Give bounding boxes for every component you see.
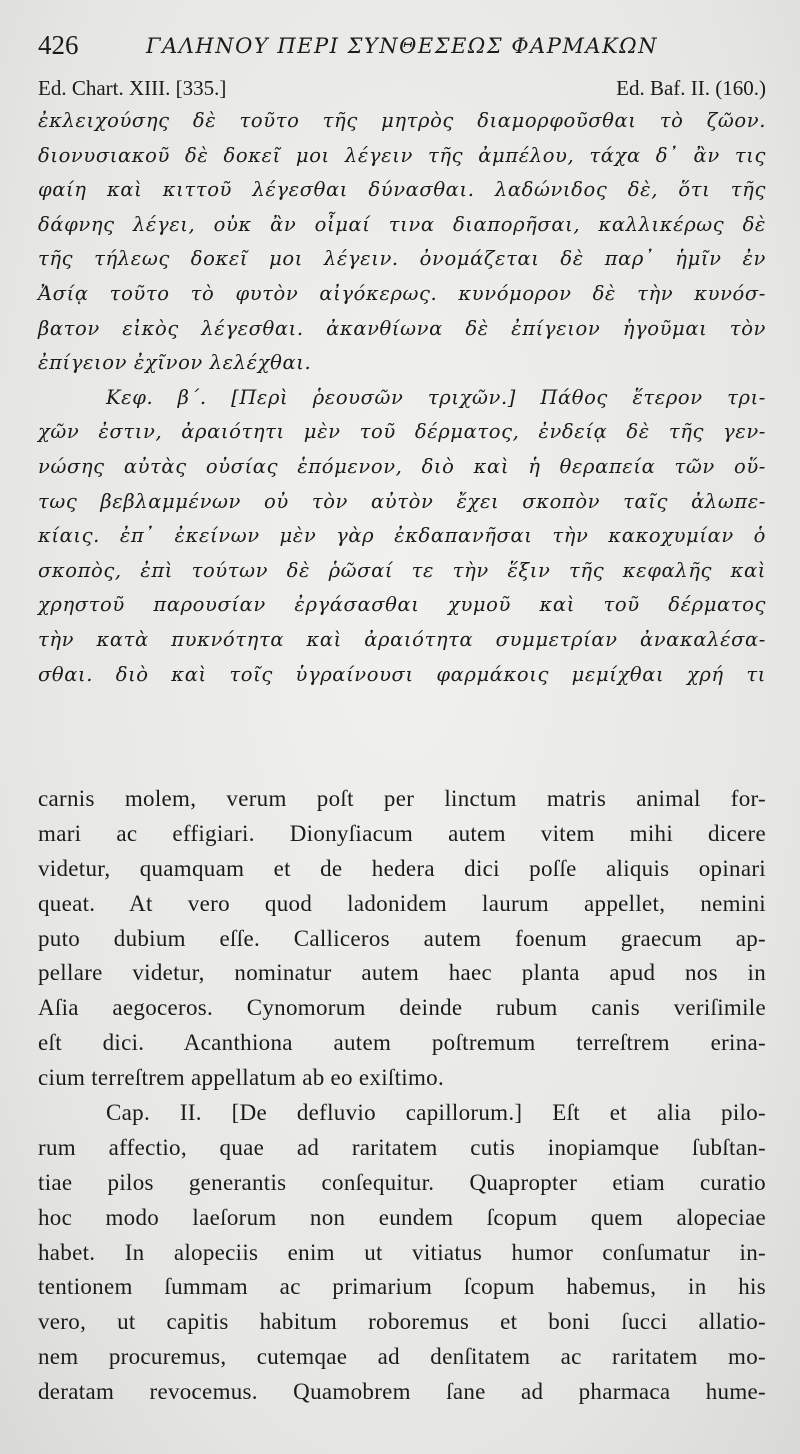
latin-line: pellare videtur, nominatur autem haec planta apud nos in	[38, 960, 766, 986]
page-header	[38, 30, 766, 66]
latin-text-block	[38, 782, 766, 1410]
latin-line: vero, ut capitis habitum roboremus et boni ſucci allatio-	[38, 1309, 766, 1335]
latin-line: tiae pilos generantis conſequitur. Quapropter etiam curatio	[38, 1169, 766, 1195]
greek-line: χῶν ἐστιν, ἀραιότητι μὲν τοῦ δέρματος, ἐνδείᾳ δὲ τῆς γεν-	[38, 420, 766, 444]
latin-line: rum affectio, quae ad raritatem cutis inopiamque ſubſtan-	[38, 1134, 766, 1160]
greek-line: φαίη καὶ κιττοῦ λέγεσθαι δύνασθαι. λαδώνιδος δὲ, ὅτι τῆς	[38, 178, 766, 202]
greek-line: ἐπίγειον ἐχῖνον λελέχθαι.	[38, 351, 312, 375]
greek-line: διονυσιακοῦ δὲ δοκεῖ μοι λέγειν τῆς ἀμπέλου, τάχα δ᾽ ἂν τις	[38, 143, 766, 167]
greek-chapter-heading-line: Κεφ. β΄. [Περὶ ῥεουσῶν τριχῶν.] Πάθος ἕτερον τρι-	[106, 385, 766, 409]
greek-line: νώσης αὐτὰς οὐσίας ἑπόμενον, διὸ καὶ ἡ θεραπεία τῶν οὕ-	[38, 454, 766, 478]
greek-line: χρηστοῦ παρουσίαν ἐργάσασθαι χυμοῦ καὶ τοῦ δέρματος	[38, 593, 766, 617]
edition-reference-basel: Ed. Baf. II. (160.)	[616, 76, 766, 100]
greek-line: κίαις. ἐπ᾽ ἐκείνων μὲν γὰρ ἐκδαπανῆσαι τὴν κακοχυμίαν ὁ	[38, 524, 766, 548]
page-number: 426	[38, 30, 79, 60]
latin-line: queat. At vero quod ladonidem laurum appellet, nemini	[38, 890, 766, 916]
latin-line: carnis molem, verum poſt per linctum matris animal for-	[38, 786, 766, 811]
greek-line: βατον εἰκὸς λέγεσθαι. ἀκανθίωνα δὲ ἐπίγειον ἡγοῦμαι τὸν	[38, 316, 766, 340]
latin-line: cium terreſtrem appellatum ab eo exiſtimo.	[38, 1065, 445, 1091]
latin-line: tentionem ſummam ac primarium ſcopum habemus, in his	[38, 1274, 766, 1300]
latin-line: puto dubium eſſe. Calliceros autem foenum graecum ap-	[38, 925, 766, 951]
latin-line: nem procuremus, cutemqae ad denſitatem ac raritatem mo-	[38, 1344, 766, 1370]
latin-line: deratam revocemus. Quamobrem ſane ad pharmaca hume-	[38, 1379, 766, 1405]
running-title: ΓΑΛΗΝΟΥ ΠΕΡΙ ΣΥΝΘΕΣΕΩΣ ΦΑΡΜΑΚΩΝ	[146, 34, 658, 58]
latin-line: videtur, quamquam et de hedera dici poſſe aliquis opinari	[38, 855, 766, 881]
latin-line: Aſia aegoceros. Cynomorum deinde rubum canis veriſimile	[38, 995, 766, 1021]
latin-line: habet. In alopeciis enim ut vitiatus humor conſumatur in-	[38, 1239, 766, 1265]
greek-line: σθαι. διὸ καὶ τοῖς ὑγραίνουσι φαρμάκοις μεμίχθαι χρή τι	[38, 662, 766, 686]
greek-text-block	[38, 104, 766, 692]
latin-line: hoc modo laeſorum non eundem ſcopum quem alopeciae	[38, 1204, 766, 1230]
greek-line: ἐκλειχούσης δὲ τοῦτο τῆς μητρὸς διαμορφοῦσθαι τὸ ζῶον.	[38, 109, 766, 132]
edition-reference-chartier: Ed. Chart. XIII. [335.]	[38, 76, 227, 100]
greek-line: σκοπὸς, ἐπὶ τούτων δὲ ῥῶσαί τε τὴν ἕξιν τῆς κεφαλῆς καὶ	[38, 558, 766, 582]
greek-line: Ἀσίᾳ τοῦτο τὸ φυτὸν αἰγόκερως. κυνόμορον δὲ τὴν κυνόσ-	[38, 281, 766, 305]
latin-chapter-heading-line: Cap. II. [De defluvio capillorum.] Eſt et alia pilo-	[106, 1100, 766, 1126]
latin-line: mari ac effigiari. Dionyſiacum autem vitem mihi dicere	[38, 820, 766, 846]
edition-reference-row	[38, 76, 766, 104]
greek-line: τῆς τήλεως δοκεῖ μοι λέγειν. ὀνομάζεται δὲ παρ᾽ ἡμῖν ἐν	[38, 247, 766, 271]
greek-line: δάφνης λέγει, οὐκ ἂν οἶμαί τινα διαπορῆσαι, καλλικέρως δὲ	[38, 212, 766, 236]
greek-line: τὴν κατὰ πυκνότητα καὶ ἀραιότητα συμμετρίαν ἀνακαλέσα-	[38, 627, 766, 651]
latin-line: eſt dici. Acanthiona autem poſtremum terreſtrem erina-	[38, 1030, 766, 1056]
greek-line: τως βεβλαμμένων οὐ τὸν αὐτὸν ἔχει σκοπὸν ταῖς ἀλωπε-	[38, 489, 766, 513]
